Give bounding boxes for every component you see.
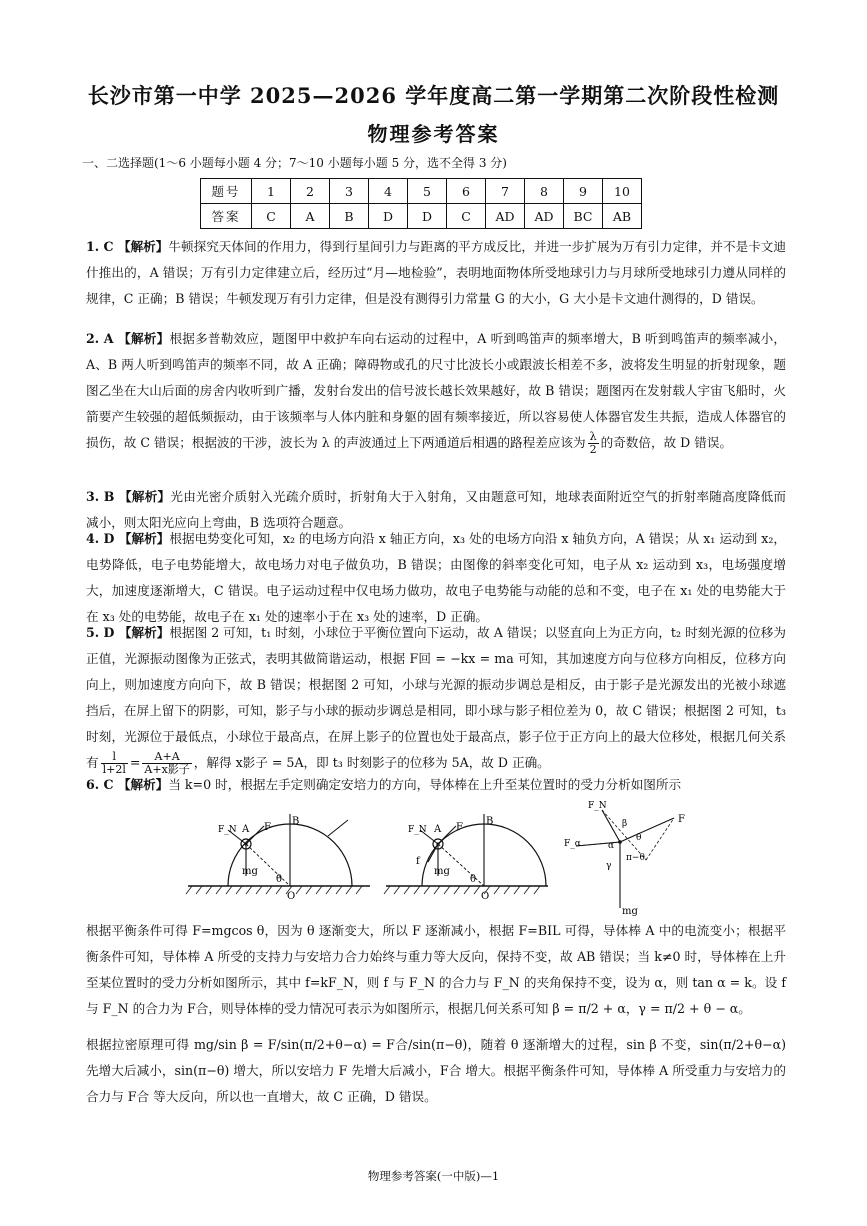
fraction-denominator: 2	[589, 443, 597, 456]
label-friction: f	[416, 856, 420, 867]
label-o: O	[287, 891, 296, 900]
table-cell: 10	[603, 179, 642, 204]
table-cell: 2	[291, 179, 330, 204]
table-cell: 1	[252, 179, 291, 204]
label-beta: β	[622, 819, 628, 829]
item-body: 根据多普勒效应，题图甲中救护车向右运动的过程中，A 听到鸣笛声的频率增大，B 听到鸣笛声的频率减小，A、B 两人听到鸣笛声的频率不同，故 A 正确；障碍物或孔的尺寸比波长小或跟波长相差不多，波将发生明显的折射现象，题图乙坐在大山后面的房舍内收听到广播，发射台发出的信号波长越长效果越好，故 B 错误；题图丙在发射载人宇宙飞船时，火箭要产生较强的超低频振动，由于该频率与人体内脏和身躯的固有频率接近，所以容易使人体器官发生共振，造成人体器官的损伤，故 C 错误；根据波的干涉，波长为 λ 的声波通过上下两通道后相遇的路程差应该为	[86, 331, 786, 450]
item-body: 光由光密介质射入光疏介质时，折射角大于入射角，又由题意可知，地球表面附近空气的折射率随高度降低而减小，则太阳光应向上弯曲，B 选项符合题意。	[86, 489, 786, 530]
label-fn: F_N	[408, 825, 427, 835]
table-cell: AD	[486, 204, 525, 229]
answer-table	[200, 178, 642, 229]
answer-item-1	[86, 234, 786, 312]
label-o: O	[481, 891, 490, 900]
item-tail: ，解得 x影子 = 5A，即 t₃ 时刻影子的位移为 5A，故 D 正确。	[193, 755, 550, 770]
label-fn: F_N	[218, 825, 237, 835]
item-body: 根据电势变化可知，x₂ 的电场方向沿 x 轴正方向，x₃ 处的电场方向沿 x 轴负方向，A 错误；从 x₁ 运动到 x₂，电势降低，电子电势能增大，故电场力对电子做负功，B 错误；由图像的斜率变化可知，电子从 x₂ 运动到 x₃，电场强度增大，加速度逐渐增大，C 错误。电子运动过程中仅电场力做功，故电子电势能与动能的总和不变，电子在 x₁ 处的电势能大于在 x₃ 处的电势能，故电子在 x₁ 处的速率小于在 x₃ 处的速率，D 正确。	[86, 531, 787, 624]
item-body: 当 k=0 时，根据左手定则确定安培力的方向，导体棒在上升至某位置时的受力分析如图所示	[168, 777, 682, 792]
item-head: 4. D 【解析】	[86, 531, 170, 546]
label-theta: θ	[276, 874, 283, 885]
label-mg: mg	[242, 866, 258, 877]
table-cell: AB	[603, 204, 642, 229]
label-f: F	[456, 822, 463, 833]
fraction	[588, 431, 599, 456]
table-cell: AD	[525, 204, 564, 229]
table-cell: D	[408, 204, 447, 229]
answer-item-2	[86, 326, 786, 456]
fraction-denominator: l+2l	[102, 763, 126, 776]
table-cell: A	[291, 204, 330, 229]
answer-item-6	[86, 772, 786, 798]
label-fa: F_α	[564, 839, 581, 849]
label-b: B	[292, 816, 300, 827]
fraction-denominator: A+x影子	[144, 763, 190, 776]
item-head: 1. C 【解析】	[86, 239, 169, 254]
table-cell: 6	[447, 179, 486, 204]
table-cell: D	[369, 204, 408, 229]
page-title: 长沙市第一中学 2025—2026 学年度高二第一学期第二次阶段性检测	[87, 83, 780, 108]
answer-item-6-cont2	[86, 1032, 786, 1110]
force-diagram-1	[184, 800, 374, 900]
table-cell: C	[447, 204, 486, 229]
item-head: 6. C 【解析】	[86, 777, 169, 792]
label-f: F	[264, 822, 271, 833]
item-tail: 的奇数倍，故 D 错误。	[600, 435, 733, 450]
table-cell: 9	[564, 179, 603, 204]
table-row	[201, 204, 642, 229]
label-mg: mg	[622, 906, 638, 917]
item-body: 根据平衡条件可得 F=mgcos θ，因为 θ 逐渐变大，所以 F 逐渐减小，根据 F=BIL 可得，导体棒 A 中的电流变小；根据平衡条件可知，导体棒 A 所受的支持力与安培力合力始终与重力等大反向，保持不变，故 AB 错误；当 k≠0 时，导体棒在上升至某位置时的受力分析如图所示，其中 f=kF_N，则 f 与 F_N 的合力与 F_N 的夹角保持不变，设为 α，则 tan α = k。设 f 与 F_N 的合力为 F合，则导体棒的受力情况可表示为如图所示，根据几何关系可知 β = π/2 + α，γ = π/2 + θ − α。	[86, 923, 786, 1016]
table-cell: B	[330, 204, 369, 229]
table-cell: C	[252, 204, 291, 229]
table-cell: BC	[564, 204, 603, 229]
force-triangle-diagram	[560, 796, 710, 918]
answer-item-6-cont	[86, 918, 786, 1022]
page-subtitle: 物理参考答案	[367, 122, 500, 146]
label-fn: F_N	[588, 801, 607, 811]
table-cell: 7	[486, 179, 525, 204]
fraction-numerator: λ	[588, 431, 599, 444]
label-b: B	[486, 816, 494, 827]
label-mg: mg	[434, 866, 450, 877]
item-body: 牛顿探究天体间的作用力，得到行星间引力与距离的平方成反比，并进一步扩展为万有引力定律，并不是卡文迪什推出的，A 错误；万有引力定律建立后，经历过“月—地检验”，表明地面物体所受地球引力与月球所受地球引力遵从同样的规律，C 正确；B 错误；牛顿发现万有引力定律，但是没有测得引力常量 G 的大小，G 大小是卡文迪什测得的，D 错误。	[86, 239, 786, 306]
item-head: 3. B 【解析】	[86, 489, 171, 504]
label-gamma: γ	[606, 861, 612, 871]
label-pi-theta: π−θ	[626, 853, 645, 863]
answer-item-5: 5. D 【解析】根据图 2 可知，t₁ 时刻，小球位于平衡位置向下运动，故 A 错误；以竖直向上为正方向，t₂ 时刻光源的位移为正值，光源振动图像为正弦式，表明其做简谐运动，根据 F回 = −kx = ma 可知，其加速度方向与位移方向相反，位移方向向上，则加速度方向向下，故 B 错误；根据图 2 可知，小球与光源的振动步调总是相反，由于影子是光源发出的光被小球遮挡后，在屏上留下的阴影，可知，影子与小球的振动步调总是相同，即小球与影子相位差为 0，故 C 错误；根据图 2 可知，t₃ 时刻，光源位于最低点，小球位于最高点，在屏上影子的位置也处于最高点，影子位于正方向上的最大位移处，根据几何关系有 $\frac{l}{l+2l}$ = $\frac{A+A}{\text{A+x影子}}$ ，解得 x影子 = 5A，即 t₃ 时刻影子的位移为 5A，故 D 正确。	[86, 625, 786, 776]
section-heading: 一、二选择题(1～6 小题每小题 4 分；7～10 小题每小题 5 分，选不全得 3 分)	[82, 156, 507, 170]
label-theta: θ	[470, 874, 477, 885]
fraction-numerator: A+A	[142, 751, 191, 764]
item-head: 2. A 【解析】	[86, 331, 170, 346]
label-theta: θ	[636, 833, 642, 843]
force-diagram-2	[382, 800, 552, 900]
item-head: 5. D 【解析】	[86, 625, 170, 640]
table-cell: 3	[330, 179, 369, 204]
fraction-numerator: l	[101, 751, 128, 764]
table-cell: 8	[525, 179, 564, 204]
label-a: A	[242, 824, 250, 835]
table-cell: 5	[408, 179, 447, 204]
answer-item-4	[86, 526, 786, 630]
item-body: 根据拉密原理可得 mg/sin β = F/sin(π/2+θ−α) = F合/sin(π−θ)，随着 θ 逐渐增大的过程，sin β 不变，sin(π/2+θ−α) 先增大后减小，sin(π−θ) 增大，所以安培力 F 先增大后减小，F合 增大。根据平衡条件可知，导体棒 A 所受重力与安培力的合力与 F合 等大反向，所以也一直增大，故 C 正确，D 错误。	[86, 1037, 786, 1104]
table-header-cell: 题号	[201, 179, 252, 204]
label-a: A	[434, 824, 442, 835]
label-alpha: α	[608, 841, 615, 851]
table-cell: 4	[369, 179, 408, 204]
table-header-cell: 答案	[201, 204, 252, 229]
table-row	[201, 179, 642, 204]
item-body: 根据图 2 可知，t₁ 时刻，小球位于平衡位置向下运动，故 A 错误；以竖直向上为正方向，t₂ 时刻光源的位移为正值，光源振动图像为正弦式，表明其做简谐运动，根据 F回 = −kx = ma 可知，其加速度方向与位移方向相反，位移方向向上，则加速度方向向下，故 B 错误；根据图 2 可知，小球与光源的振动步调总是相反，由于影子是光源发出的光被小球遮挡后，在屏上留下的阴影，可知，影子与小球的振动步调总是相同，即小球与影子相位差为 0，故 C 错误；根据图 2 可知，t₃ 时刻，光源位于最低点，小球位于最高点，在屏上影子的位置也处于最高点，影子位于正方向上的最大位移处，根据几何关系有	[86, 625, 786, 770]
label-f: F	[678, 814, 685, 825]
page-footer: 物理参考答案(一中版)—1	[367, 1169, 500, 1183]
